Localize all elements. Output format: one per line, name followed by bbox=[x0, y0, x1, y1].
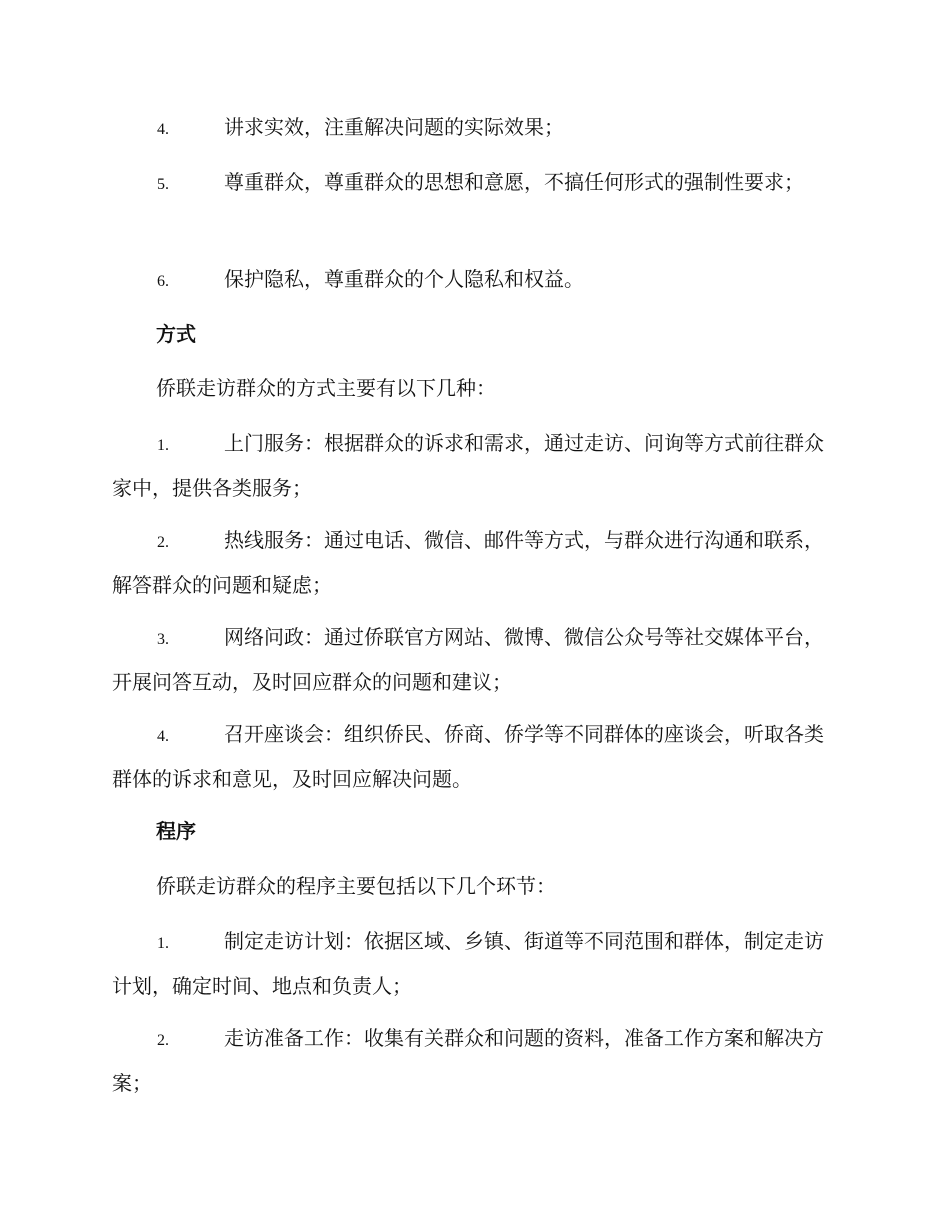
list-text: 召开座谈会：组织侨民、侨商、侨学等不同群体的座谈会，听取各类群体的诉求和意见，及时回应解决问题。 bbox=[112, 722, 824, 791]
list-number: 6. bbox=[157, 273, 169, 290]
list-text: 热线服务：通过电话、微信、邮件等方式，与群众进行沟通和联系，解答群众的问题和疑虑； bbox=[112, 528, 824, 597]
list-text: 尊重群众，尊重群众的思想和意愿，不搞任何形式的强制性要求； bbox=[224, 170, 804, 194]
section-heading-methods: 方式 bbox=[156, 322, 196, 346]
list-item bbox=[112, 920, 834, 1007]
list-item bbox=[112, 1017, 834, 1104]
list-number: 1. bbox=[157, 935, 169, 952]
list-item bbox=[112, 161, 834, 206]
list-item bbox=[112, 713, 834, 800]
list-text: 保护隐私，尊重群众的个人隐私和权益。 bbox=[224, 267, 584, 291]
list-text: 走访准备工作：收集有关群众和问题的资料，准备工作方案和解决方案； bbox=[112, 1026, 824, 1095]
section-heading-procedure: 程序 bbox=[156, 819, 196, 843]
list-item bbox=[112, 106, 834, 151]
list-number: 1. bbox=[157, 437, 169, 454]
list-number: 5. bbox=[157, 176, 169, 193]
list-number: 4. bbox=[157, 728, 169, 745]
list-item bbox=[112, 519, 834, 606]
list-item bbox=[112, 422, 834, 509]
list-number: 4. bbox=[157, 121, 169, 138]
list-item bbox=[112, 258, 834, 303]
list-number: 2. bbox=[157, 1032, 169, 1049]
procedure-intro: 侨联走访群众的程序主要包括以下几个环节： bbox=[156, 874, 556, 898]
methods-intro: 侨联走访群众的方式主要有以下几种： bbox=[156, 376, 496, 400]
list-item bbox=[112, 616, 834, 703]
list-number: 3. bbox=[157, 631, 169, 648]
list-text: 网络问政：通过侨联官方网站、微博、微信公众号等社交媒体平台，开展问答互动，及时回应群众的问题和建议； bbox=[112, 625, 824, 694]
list-text: 上门服务：根据群众的诉求和需求，通过走访、问询等方式前往群众家中，提供各类服务； bbox=[112, 431, 824, 500]
list-number: 2. bbox=[157, 534, 169, 551]
list-text: 制定走访计划：依据区域、乡镇、街道等不同范围和群体，制定走访计划，确定时间、地点和负责人； bbox=[112, 929, 824, 998]
list-text: 讲求实效，注重解决问题的实际效果； bbox=[224, 115, 564, 139]
